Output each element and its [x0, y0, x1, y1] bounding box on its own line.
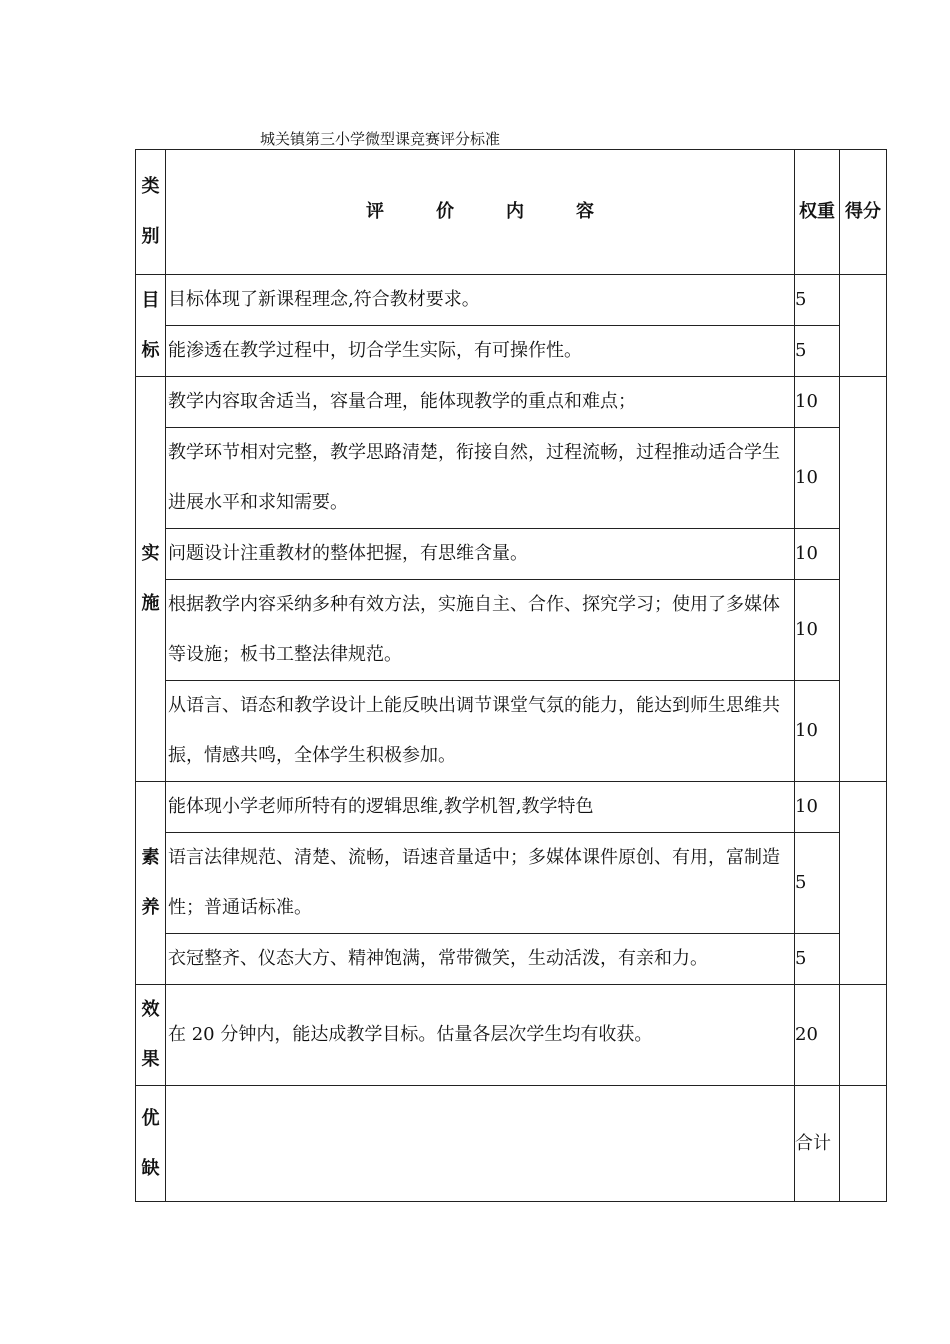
scoring-table: [135, 149, 887, 1202]
category-cell-literacy: [136, 782, 166, 985]
weight-cell: 5: [795, 833, 840, 934]
table-row: [136, 275, 887, 326]
criterion-cell: 问题设计注重教材的整体把握，有思维含量。: [166, 529, 795, 580]
header-category-cell: [136, 150, 166, 275]
criterion-cell: 根据教学内容采纳多种有效方法，实施自主、合作、探究学习；使用了多媒体等设施；板书工整法律规范。: [166, 580, 795, 681]
header-score-cell: 得分: [840, 150, 887, 275]
category-cell-implementation: [136, 377, 166, 782]
header-content-char: 评: [366, 201, 384, 222]
header-content-cell: [166, 150, 795, 275]
total-label-cell: 合计: [795, 1086, 840, 1202]
header-category-char: 类: [141, 176, 160, 197]
weight-cell: 10: [795, 681, 840, 782]
header-content-char: 价: [436, 201, 454, 222]
category-cell-goal: [136, 275, 166, 377]
header-content-char: 容: [576, 201, 594, 222]
table-row: [136, 529, 887, 580]
table-row: [136, 782, 887, 833]
criterion-cell: 教学环节相对完整，教学思路清楚，衔接自然，过程流畅，过程推动适合学生进展水平和求知需要。: [166, 428, 795, 529]
table-row: [136, 326, 887, 377]
weight-cell: 5: [795, 934, 840, 985]
category-cell-effect: [136, 985, 166, 1086]
table-row: [136, 428, 887, 529]
table-row: [136, 985, 887, 1086]
category-char: 素: [141, 847, 160, 868]
category-cell-pros-cons: [136, 1086, 166, 1202]
document-title: 城关镇第三小学微型课竞赛评分标准: [260, 130, 501, 148]
category-char: 优: [141, 1107, 160, 1129]
header-row: [136, 150, 887, 275]
weight-cell: 5: [795, 275, 840, 326]
category-char: 标: [141, 339, 160, 361]
criterion-cell: 从语言、语态和教学设计上能反映出调节课堂气氛的能力，能达到师生思维共振，情感共鸣，全体学生积极参加。: [166, 681, 795, 782]
table-row: [136, 681, 887, 782]
header-category-char: 别: [141, 226, 160, 247]
score-cell: [840, 275, 887, 377]
category-char: 缺: [141, 1157, 160, 1179]
table-row: [136, 833, 887, 934]
header-content-char: 内: [506, 201, 524, 222]
criterion-cell: 在 20 分钟内，能达成教学目标。估量各层次学生均有收获。: [166, 985, 795, 1086]
table-row: [136, 580, 887, 681]
category-char: 目: [141, 289, 160, 311]
comments-cell: [166, 1086, 795, 1202]
weight-cell: 10: [795, 529, 840, 580]
score-cell: [840, 985, 887, 1086]
category-char: 养: [141, 897, 160, 918]
category-char: 果: [141, 1049, 160, 1070]
weight-cell: 5: [795, 326, 840, 377]
table-row: [136, 934, 887, 985]
header-weight-cell: 权重: [795, 150, 840, 275]
table-row: [136, 377, 887, 428]
score-cell: [840, 782, 887, 985]
criterion-cell: 衣冠整齐、仪态大方、精神饱满，常带微笑，生动活泼，有亲和力。: [166, 934, 795, 985]
weight-cell: 10: [795, 428, 840, 529]
total-score-cell: [840, 1086, 887, 1202]
weight-cell: 10: [795, 580, 840, 681]
category-char: 效: [141, 999, 160, 1020]
criterion-cell: 目标体现了新课程理念,符合教材要求。: [166, 275, 795, 326]
weight-cell: 20: [795, 985, 840, 1086]
weight-cell: 10: [795, 377, 840, 428]
weight-cell: 10: [795, 782, 840, 833]
category-char: 施: [141, 593, 160, 614]
criterion-cell: 能体现小学老师所特有的逻辑思维,教学机智,教学特色: [166, 782, 795, 833]
criterion-cell: 教学内容取舍适当，容量合理，能体现教学的重点和难点；: [166, 377, 795, 428]
criterion-cell: 能渗透在教学过程中，切合学生实际，有可操作性。: [166, 326, 795, 377]
criterion-cell: 语言法律规范、清楚、流畅，语速音量适中；多媒体课件原创、有用，富制造性；普通话标准。: [166, 833, 795, 934]
category-char: 实: [141, 543, 160, 564]
score-cell: [840, 377, 887, 782]
table-row: [136, 1086, 887, 1202]
